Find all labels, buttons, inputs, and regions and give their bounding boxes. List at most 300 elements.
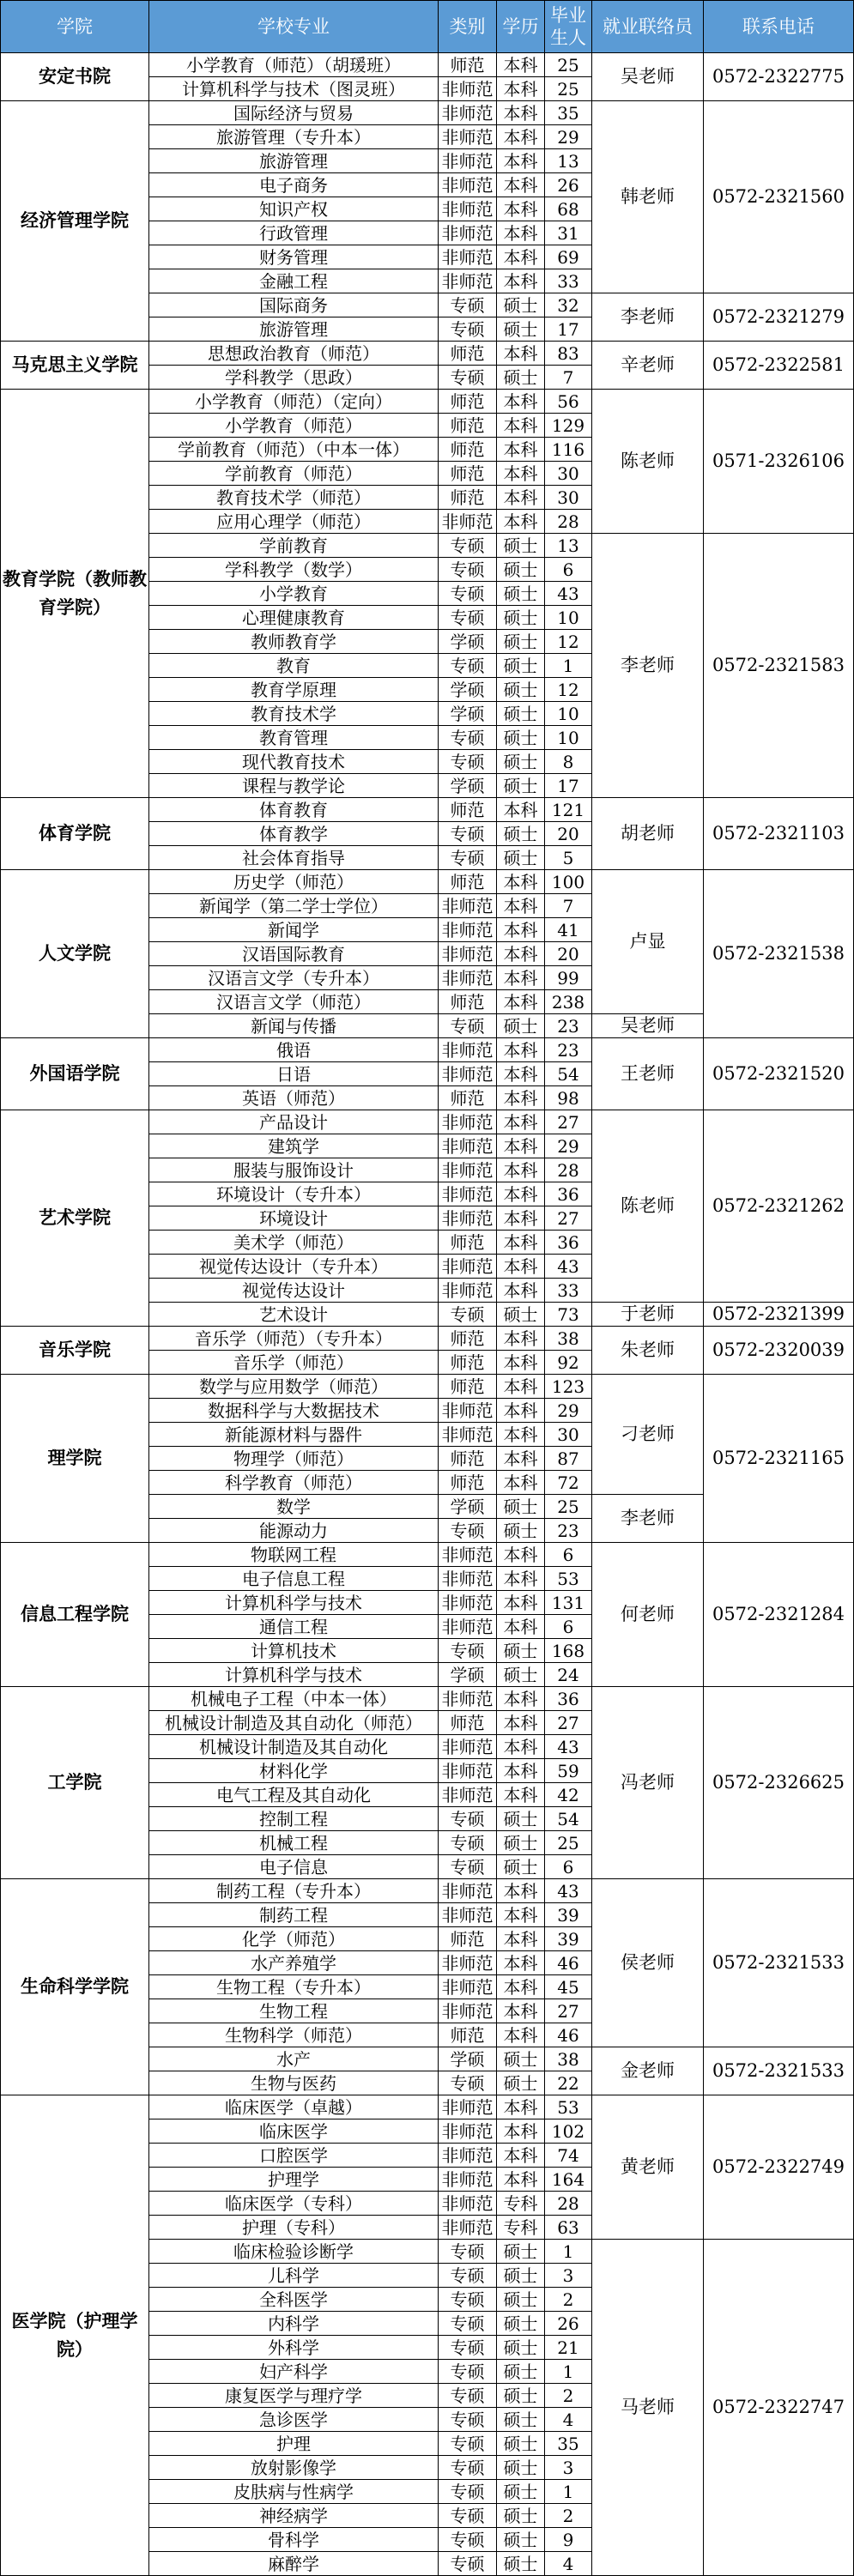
graduates-cell: 12: [545, 630, 592, 654]
graduates-cell: 20: [545, 942, 592, 966]
graduates-cell: 26: [545, 2312, 592, 2336]
degree-cell: 硕士: [497, 1663, 545, 1687]
category-cell: 非师范: [439, 1687, 497, 1711]
category-cell: 专硕: [439, 582, 497, 606]
graduates-cell: 168: [545, 1639, 592, 1663]
category-cell: 非师范: [439, 510, 497, 534]
degree-cell: 本科: [497, 1279, 545, 1303]
graduates-cell: 121: [545, 798, 592, 822]
graduates-cell: 27: [545, 1999, 592, 2023]
college-cell: 工学院: [1, 1687, 149, 1879]
degree-cell: 本科: [497, 2144, 545, 2168]
graduates-cell: 26: [545, 173, 592, 197]
graduates-cell: 23: [545, 1014, 592, 1038]
phone-cell: 0572-2326625: [704, 1687, 854, 1879]
major-cell: 控制工程: [149, 1807, 439, 1831]
graduates-cell: 25: [545, 1495, 592, 1519]
graduates-cell: 27: [545, 1110, 592, 1134]
category-cell: 师范: [439, 1471, 497, 1495]
degree-cell: 本科: [497, 342, 545, 366]
contact-cell: 马老师: [592, 2240, 704, 2576]
category-cell: 专硕: [439, 534, 497, 558]
graduates-cell: 53: [545, 1567, 592, 1591]
table-row: [1, 1879, 854, 1903]
category-cell: 师范: [439, 414, 497, 438]
degree-cell: 本科: [497, 1351, 545, 1375]
degree-cell: 本科: [497, 870, 545, 894]
category-cell: 学硕: [439, 1495, 497, 1519]
graduates-cell: 99: [545, 966, 592, 990]
degree-cell: 硕士: [497, 2456, 545, 2480]
graduates-cell: 59: [545, 1759, 592, 1783]
contact-cell: 黄老师: [592, 2095, 704, 2240]
phone-cell: 0572-2322581: [704, 342, 854, 390]
table-row: [1, 870, 854, 894]
major-cell: 水产养殖学: [149, 1951, 439, 1975]
table-row: [1, 2095, 854, 2119]
major-cell: 护理: [149, 2432, 439, 2456]
major-cell: 护理学: [149, 2168, 439, 2192]
major-cell: 教育: [149, 654, 439, 678]
major-cell: 视觉传达设计: [149, 1279, 439, 1303]
degree-cell: 本科: [497, 2119, 545, 2144]
graduates-cell: 56: [545, 390, 592, 414]
major-cell: 生物与医药: [149, 2071, 439, 2095]
graduates-cell: 53: [545, 2095, 592, 2119]
degree-cell: 本科: [497, 1447, 545, 1471]
degree-cell: 本科: [497, 149, 545, 173]
degree-cell: 硕士: [497, 293, 545, 317]
category-cell: 学硕: [439, 630, 497, 654]
graduates-cell: 8: [545, 750, 592, 774]
category-cell: 非师范: [439, 2119, 497, 2144]
category-cell: 专硕: [439, 2071, 497, 2095]
category-cell: 专硕: [439, 1807, 497, 1831]
graduates-cell: 28: [545, 510, 592, 534]
degree-cell: 硕士: [497, 366, 545, 390]
major-cell: 汉语言文学（师范）: [149, 990, 439, 1014]
graduates-cell: 23: [545, 1038, 592, 1062]
degree-cell: 本科: [497, 2168, 545, 2192]
degree-cell: 本科: [497, 269, 545, 293]
graduates-cell: 87: [545, 1447, 592, 1471]
phone-cell: 0572-2321533: [704, 2047, 854, 2095]
graduates-cell: 2: [545, 2384, 592, 2408]
category-cell: 专硕: [439, 2408, 497, 2432]
degree-cell: 本科: [497, 1206, 545, 1231]
major-cell: 新能源材料与器件: [149, 1423, 439, 1447]
header-degree: 学历: [497, 1, 545, 53]
category-cell: 专硕: [439, 1519, 497, 1543]
major-cell: 旅游管理（专升本）: [149, 125, 439, 149]
degree-cell: 硕士: [497, 2360, 545, 2384]
graduates-cell: 69: [545, 245, 592, 269]
category-cell: 专硕: [439, 2432, 497, 2456]
graduates-cell: 43: [545, 1879, 592, 1903]
category-cell: 非师范: [439, 197, 497, 221]
degree-cell: 专科: [497, 2192, 545, 2216]
category-cell: 师范: [439, 1711, 497, 1735]
graduates-cell: 6: [545, 1615, 592, 1639]
major-cell: 国际经济与贸易: [149, 101, 439, 125]
graduates-cell: 98: [545, 1086, 592, 1110]
phone-cell: 0572-2320039: [704, 1327, 854, 1375]
table-row: [1, 1687, 854, 1711]
category-cell: 专硕: [439, 2312, 497, 2336]
category-cell: 专硕: [439, 1303, 497, 1327]
graduates-cell: 6: [545, 1543, 592, 1567]
category-cell: 学硕: [439, 678, 497, 702]
major-cell: 口腔医学: [149, 2144, 439, 2168]
graduates-cell: 1: [545, 2240, 592, 2264]
degree-cell: 本科: [497, 173, 545, 197]
major-cell: 环境设计（专升本）: [149, 1182, 439, 1206]
degree-cell: 本科: [497, 1255, 545, 1279]
graduates-cell: 12: [545, 678, 592, 702]
graduates-cell: 238: [545, 990, 592, 1014]
category-cell: 专硕: [439, 2480, 497, 2504]
graduates-cell: 45: [545, 1975, 592, 1999]
degree-cell: 本科: [497, 1975, 545, 1999]
contact-cell: 何老师: [592, 1543, 704, 1687]
degree-cell: 本科: [497, 77, 545, 101]
phone-cell: 0572-2321538: [704, 870, 854, 1038]
college-cell: 生命科学学院: [1, 1879, 149, 2095]
major-cell: 数学: [149, 1495, 439, 1519]
table-row: [1, 1110, 854, 1134]
category-cell: 专硕: [439, 846, 497, 870]
table-row: [1, 1543, 854, 1567]
degree-cell: 硕士: [497, 317, 545, 342]
major-cell: 数学与应用数学（师范）: [149, 1375, 439, 1399]
major-cell: 机械电子工程（中本一体）: [149, 1687, 439, 1711]
major-cell: 儿科学: [149, 2264, 439, 2288]
category-cell: 非师范: [439, 1134, 497, 1158]
degree-cell: 本科: [497, 990, 545, 1014]
major-cell: 教师教育学: [149, 630, 439, 654]
category-cell: 非师范: [439, 269, 497, 293]
major-cell: 机械设计制造及其自动化: [149, 1735, 439, 1759]
graduates-cell: 72: [545, 1471, 592, 1495]
category-cell: 非师范: [439, 1735, 497, 1759]
category-cell: 非师范: [439, 1999, 497, 2023]
major-cell: 学前教育: [149, 534, 439, 558]
graduates-cell: 33: [545, 269, 592, 293]
degree-cell: 硕士: [497, 606, 545, 630]
category-cell: 非师范: [439, 1903, 497, 1927]
category-cell: 师范: [439, 1375, 497, 1399]
category-cell: 专硕: [439, 2456, 497, 2480]
graduates-cell: 36: [545, 1231, 592, 1255]
contact-cell: 金老师: [592, 2047, 704, 2095]
degree-cell: 硕士: [497, 1495, 545, 1519]
header-row: [1, 1, 854, 53]
category-cell: 专硕: [439, 750, 497, 774]
category-cell: 师范: [439, 870, 497, 894]
graduates-cell: 46: [545, 1951, 592, 1975]
major-cell: 教育管理: [149, 726, 439, 750]
degree-cell: 本科: [497, 1567, 545, 1591]
category-cell: 专硕: [439, 822, 497, 846]
table-row: [1, 1038, 854, 1062]
category-cell: 非师范: [439, 1591, 497, 1615]
major-cell: 新闻学: [149, 918, 439, 942]
degree-cell: 本科: [497, 1543, 545, 1567]
category-cell: 非师范: [439, 77, 497, 101]
degree-cell: 硕士: [497, 2504, 545, 2528]
degree-cell: 本科: [497, 1423, 545, 1447]
degree-cell: 本科: [497, 1038, 545, 1062]
major-cell: 物理学（师范）: [149, 1447, 439, 1471]
graduates-cell: 74: [545, 2144, 592, 2168]
table-row: [1, 53, 854, 77]
category-cell: 非师范: [439, 1543, 497, 1567]
graduates-cell: 6: [545, 558, 592, 582]
degree-cell: 硕士: [497, 2384, 545, 2408]
graduates-cell: 2: [545, 2504, 592, 2528]
college-cell: 外国语学院: [1, 1038, 149, 1110]
graduates-cell: 123: [545, 1375, 592, 1399]
graduates-cell: 7: [545, 366, 592, 390]
category-cell: 非师范: [439, 149, 497, 173]
category-cell: 专硕: [439, 1014, 497, 1038]
contact-cell: 李老师: [592, 534, 704, 798]
graduates-cell: 25: [545, 53, 592, 77]
degree-cell: 本科: [497, 1182, 545, 1206]
graduates-cell: 164: [545, 2168, 592, 2192]
graduates-cell: 10: [545, 702, 592, 726]
degree-cell: 本科: [497, 1615, 545, 1639]
major-cell: 材料化学: [149, 1759, 439, 1783]
graduates-cell: 13: [545, 149, 592, 173]
degree-cell: 硕士: [497, 630, 545, 654]
degree-cell: 本科: [497, 1951, 545, 1975]
degree-cell: 本科: [497, 1687, 545, 1711]
college-cell: 马克思主义学院: [1, 342, 149, 390]
degree-cell: 本科: [497, 2023, 545, 2047]
degree-cell: 本科: [497, 53, 545, 77]
degree-cell: 本科: [497, 942, 545, 966]
major-cell: 外科学: [149, 2336, 439, 2360]
graduates-cell: 23: [545, 1519, 592, 1543]
major-cell: 物联网工程: [149, 1543, 439, 1567]
phone-cell: 0572-2321284: [704, 1543, 854, 1687]
phone-cell: 0572-2321262: [704, 1110, 854, 1303]
graduates-cell: 43: [545, 1255, 592, 1279]
category-cell: 学硕: [439, 2047, 497, 2071]
table-row: [1, 342, 854, 366]
college-cell: 教育学院（教师教育学院）: [1, 390, 149, 798]
category-cell: 非师范: [439, 1158, 497, 1182]
graduates-cell: 1: [545, 654, 592, 678]
phone-cell: 0572-2321165: [704, 1375, 854, 1543]
degree-cell: 本科: [497, 510, 545, 534]
college-cell: 体育学院: [1, 798, 149, 870]
category-cell: 师范: [439, 486, 497, 510]
degree-cell: 本科: [497, 1879, 545, 1903]
contact-cell: 侯老师: [592, 1879, 704, 2047]
major-cell: 电子商务: [149, 173, 439, 197]
major-cell: 视觉传达设计（专升本）: [149, 1255, 439, 1279]
contact-cell: 朱老师: [592, 1327, 704, 1375]
major-cell: 骨科学: [149, 2528, 439, 2552]
major-cell: 机械工程: [149, 1831, 439, 1855]
degree-cell: 硕士: [497, 1831, 545, 1855]
degree-cell: 硕士: [497, 2071, 545, 2095]
major-cell: 妇产科学: [149, 2360, 439, 2384]
header-phone: 联系电话: [704, 1, 854, 53]
category-cell: 师范: [439, 1086, 497, 1110]
graduates-cell: 35: [545, 101, 592, 125]
major-cell: 体育教学: [149, 822, 439, 846]
category-cell: 非师范: [439, 1975, 497, 1999]
category-cell: 专硕: [439, 654, 497, 678]
category-cell: 非师范: [439, 1255, 497, 1279]
table-row: [1, 1375, 854, 1399]
category-cell: 非师范: [439, 1182, 497, 1206]
major-cell: 小学教育（师范）: [149, 414, 439, 438]
degree-cell: 本科: [497, 1110, 545, 1134]
category-cell: 非师范: [439, 1951, 497, 1975]
degree-cell: 本科: [497, 918, 545, 942]
college-cell: 经济管理学院: [1, 101, 149, 342]
college-cell: 艺术学院: [1, 1110, 149, 1327]
college-cell: 理学院: [1, 1375, 149, 1543]
category-cell: 非师范: [439, 101, 497, 125]
major-cell: 神经病学: [149, 2504, 439, 2528]
degree-cell: 本科: [497, 894, 545, 918]
contact-cell: 王老师: [592, 1038, 704, 1110]
college-cell: 音乐学院: [1, 1327, 149, 1375]
graduates-cell: 24: [545, 1663, 592, 1687]
major-cell: 教育学原理: [149, 678, 439, 702]
category-cell: 非师范: [439, 1423, 497, 1447]
major-cell: 小学教育（师范）（胡瑗班）: [149, 53, 439, 77]
degree-cell: 硕士: [497, 654, 545, 678]
major-cell: 体育教育: [149, 798, 439, 822]
major-cell: 学科教学（数学）: [149, 558, 439, 582]
category-cell: 专硕: [439, 726, 497, 750]
graduates-cell: 4: [545, 2408, 592, 2432]
graduates-cell: 28: [545, 2192, 592, 2216]
category-cell: 学硕: [439, 1663, 497, 1687]
degree-cell: 本科: [497, 1158, 545, 1182]
major-cell: 临床医学: [149, 2119, 439, 2144]
degree-cell: 硕士: [497, 534, 545, 558]
major-cell: 临床检验诊断学: [149, 2240, 439, 2264]
graduates-cell: 29: [545, 1399, 592, 1423]
degree-cell: 本科: [497, 1471, 545, 1495]
graduates-cell: 38: [545, 2047, 592, 2071]
graduates-cell: 36: [545, 1687, 592, 1711]
category-cell: 非师范: [439, 1110, 497, 1134]
major-cell: 电气工程及其自动化: [149, 1783, 439, 1807]
degree-cell: 本科: [497, 966, 545, 990]
degree-cell: 硕士: [497, 2528, 545, 2552]
graduates-cell: 83: [545, 342, 592, 366]
graduates-cell: 116: [545, 438, 592, 462]
graduates-cell: 27: [545, 1206, 592, 1231]
degree-cell: 硕士: [497, 2240, 545, 2264]
category-cell: 专硕: [439, 2504, 497, 2528]
major-cell: 科学教育（师范）: [149, 1471, 439, 1495]
graduates-cell: 68: [545, 197, 592, 221]
graduates-cell: 7: [545, 894, 592, 918]
contact-cell: 刁老师: [592, 1375, 704, 1495]
college-cell: 医学院（护理学院）: [1, 2095, 149, 2576]
major-cell: 数据科学与大数据技术: [149, 1399, 439, 1423]
graduates-cell: 9: [545, 2528, 592, 2552]
category-cell: 非师范: [439, 1615, 497, 1639]
phone-cell: 0572-2321279: [704, 293, 854, 342]
phone-cell: 0572-2322747: [704, 2240, 854, 2576]
phone-cell: 0572-2322775: [704, 53, 854, 101]
graduates-cell: 32: [545, 293, 592, 317]
major-cell: 音乐学（师范）: [149, 1351, 439, 1375]
major-cell: 护理（专科）: [149, 2216, 439, 2240]
category-cell: 非师范: [439, 894, 497, 918]
major-cell: 生物工程（专升本）: [149, 1975, 439, 1999]
degree-cell: 本科: [497, 1591, 545, 1615]
degree-cell: 本科: [497, 1999, 545, 2023]
major-cell: 生物工程: [149, 1999, 439, 2023]
degree-cell: 硕士: [497, 1855, 545, 1879]
category-cell: 师范: [439, 342, 497, 366]
degree-cell: 硕士: [497, 2288, 545, 2312]
category-cell: 师范: [439, 990, 497, 1014]
contact-cell: 胡老师: [592, 798, 704, 870]
college-cell: 安定书院: [1, 53, 149, 101]
table-body: [1, 53, 854, 2576]
major-cell: 财务管理: [149, 245, 439, 269]
degree-cell: 硕士: [497, 558, 545, 582]
degree-cell: 本科: [497, 1927, 545, 1951]
major-cell: 皮肤病与性病学: [149, 2480, 439, 2504]
major-cell: 制药工程（专升本）: [149, 1879, 439, 1903]
graduates-cell: 35: [545, 2432, 592, 2456]
graduates-cell: 10: [545, 726, 592, 750]
degree-cell: 硕士: [497, 774, 545, 798]
category-cell: 非师范: [439, 221, 497, 245]
major-cell: 俄语: [149, 1038, 439, 1062]
graduates-cell: 29: [545, 1134, 592, 1158]
degree-cell: 本科: [497, 1783, 545, 1807]
category-cell: 专硕: [439, 558, 497, 582]
graduates-cell: 39: [545, 1927, 592, 1951]
graduates-cell: 42: [545, 1783, 592, 1807]
major-cell: 旅游管理: [149, 317, 439, 342]
major-cell: 美术学（师范）: [149, 1231, 439, 1255]
major-cell: 知识产权: [149, 197, 439, 221]
category-cell: 非师范: [439, 2216, 497, 2240]
degree-cell: 本科: [497, 1062, 545, 1086]
major-cell: 学科教学（思政）: [149, 366, 439, 390]
category-cell: 非师范: [439, 173, 497, 197]
graduates-cell: 29: [545, 125, 592, 149]
category-cell: 专硕: [439, 2336, 497, 2360]
category-cell: 非师范: [439, 1062, 497, 1086]
category-cell: 非师范: [439, 245, 497, 269]
major-cell: 国际商务: [149, 293, 439, 317]
category-cell: 专硕: [439, 2240, 497, 2264]
degree-cell: 本科: [497, 197, 545, 221]
category-cell: 专硕: [439, 2288, 497, 2312]
category-cell: 非师范: [439, 125, 497, 149]
category-cell: 非师范: [439, 1279, 497, 1303]
major-cell: 制药工程: [149, 1903, 439, 1927]
major-cell: 新闻与传播: [149, 1014, 439, 1038]
category-cell: 学硕: [439, 774, 497, 798]
